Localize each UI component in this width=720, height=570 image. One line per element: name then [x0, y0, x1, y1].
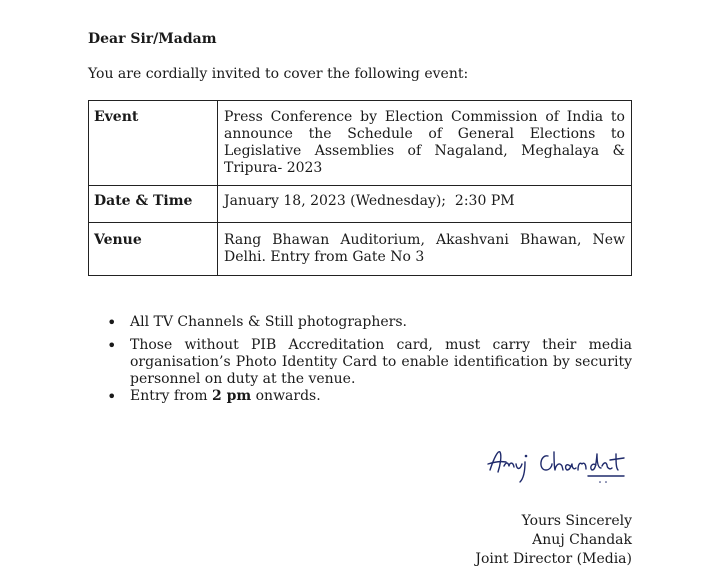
list-item	[88, 314, 632, 331]
table-row-date-time	[89, 186, 632, 223]
closing-line: Yours Sincerely	[521, 513, 632, 529]
date-time-label: Date & Time	[89, 186, 218, 223]
note-text-3-prefix: Entry from	[130, 388, 212, 404]
note-text-3-bold: 2 pm	[211, 388, 252, 404]
venue-label: Venue	[89, 223, 218, 276]
list-item	[88, 337, 632, 388]
table-row-venue	[89, 223, 632, 276]
table-row-event	[89, 101, 632, 186]
event-details-table	[88, 100, 632, 276]
note-text-2: Those without PIB Accreditation card, must carry their media organisation’s Photo Identity Card to enable identification by security personnel on duty at the venue.	[130, 337, 632, 387]
salutation: Dear Sir/Madam	[88, 31, 217, 47]
list-item	[88, 388, 632, 405]
event-label: Event	[89, 101, 218, 186]
intro-text: You are cordially invited to cover the following event:	[88, 66, 469, 82]
closing-block	[475, 513, 632, 570]
event-value: Press Conference by Election Commission of India to announce the Schedule of General Elections to Legislative Assemblies of Nagaland, Meghalaya & Tripura- 2023	[218, 101, 632, 186]
signatory-title: Joint Director (Media)	[475, 551, 632, 567]
venue-value: Rang Bhawan Auditorium, Akashvani Bhawan, New Delhi. Entry from Gate No 3	[218, 223, 632, 276]
date-time-value: January 18, 2023 (Wednesday); 2:30 PM	[218, 186, 632, 223]
note-text-1: All TV Channels & Still photographers.	[130, 314, 407, 330]
note-text-3-suffix: onwards.	[251, 388, 321, 404]
notes-list	[88, 314, 632, 405]
signatory-name: Anuj Chandak	[532, 532, 632, 548]
signature-image	[478, 440, 630, 488]
